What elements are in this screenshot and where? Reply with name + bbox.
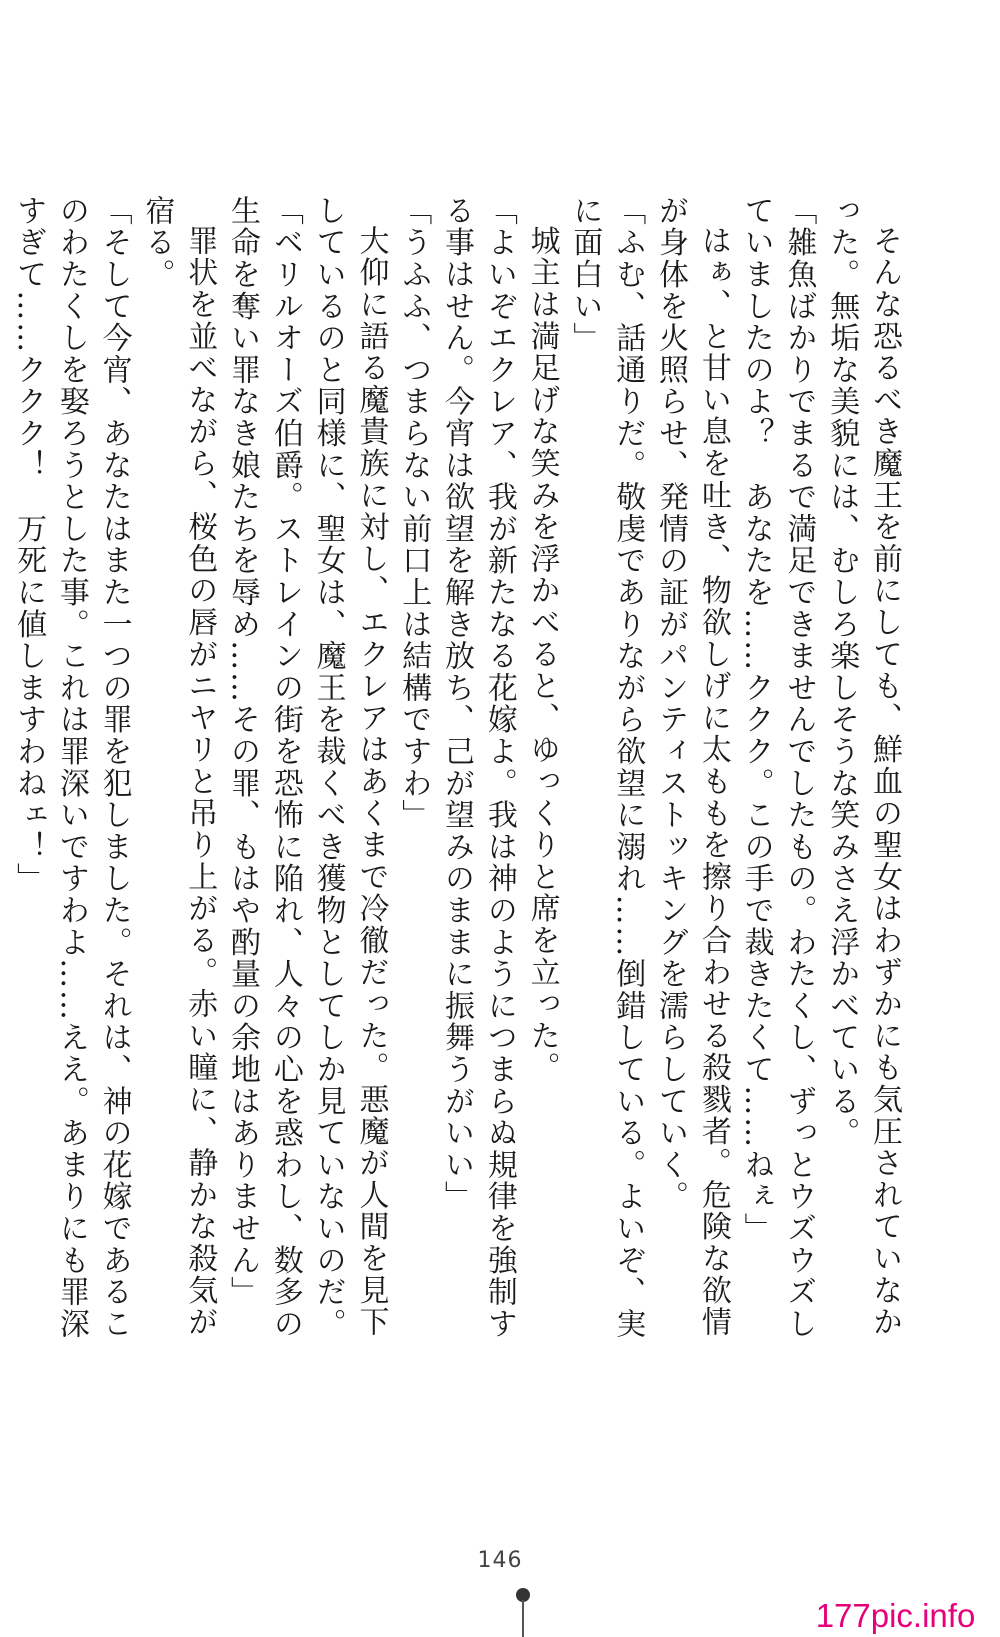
page-number: 146: [477, 1548, 523, 1573]
paragraph: 大仰に語る魔貴族に対し、エクレアはあくまで冷徹だった。悪魔が人間を見下しているのと同様に、聖女は、魔王を裁くべき獲物としてしか見ていないのだ。: [310, 195, 389, 1340]
vertical-text-body: [11, 195, 905, 1355]
paragraph: 罪状を並べながら、桜色の唇がニヤリと吊り上がる。赤い瞳に、静かな殺気が宿る。: [139, 195, 218, 1338]
paragraph: そんな恐るべき魔王を前にしても、鮮血の聖女はわずかにも気圧されていなかった。無垢な美貌には、むしろ楽しそうな笑みさえ浮かべている。: [824, 195, 902, 1338]
paragraph: 「ベリルオーズ伯爵。ストレインの街を恐怖に陥れ、人々の心を惑わし、数多の生命を奪い罪なき娘たちを辱め……その罪、もはや酌量の余地はありません」: [225, 195, 303, 1340]
paragraph: 「そして今宵、あなたはまた一つの罪を犯しました。それは、神の花嫁であるこのわたくしを娶ろうとした事。これは罪深いですわよ……ええ。あまりにも罪深すぎて……ククク！ 万死に値しますわねェ！」: [11, 195, 132, 1340]
paragraph: 「よいぞエクレア、我が新たなる花嫁よ。我は神のようにつまらぬ規律を強制する事はせん。今宵は欲望を解き放ち、己が望みのままに振舞うがいい」: [439, 195, 517, 1340]
watermark-link[interactable]: 177pic.info: [793, 1597, 998, 1634]
paragraph: 「ふむ、話通りだ。敬虔でありながら欲望に溺れ……倒錯している。よいぞ、実に面白い」: [567, 195, 646, 1340]
paragraph: はぁ、と甘い息を吐き、物欲しげに太ももを擦り合わせる殺戮者。危険な欲情が身体を火照らせ、発情の証がパンティストッキングを濡らしていく。: [653, 195, 731, 1338]
paragraph: 城主は満足げな笑みを浮かべると、ゆっくりと席を立った。: [524, 225, 560, 1084]
page-marker-line: [522, 1600, 524, 1637]
paragraph: 「雑魚ばかりでまるで満足できませんでしたもの。わたくし、ずっとウズウズしていましたのよ？ あなたを……ククク。この手で裁きたくて……ねぇ」: [738, 195, 817, 1340]
paragraph: 「うふふ、つまらない前口上は結構ですわ」: [396, 195, 432, 831]
